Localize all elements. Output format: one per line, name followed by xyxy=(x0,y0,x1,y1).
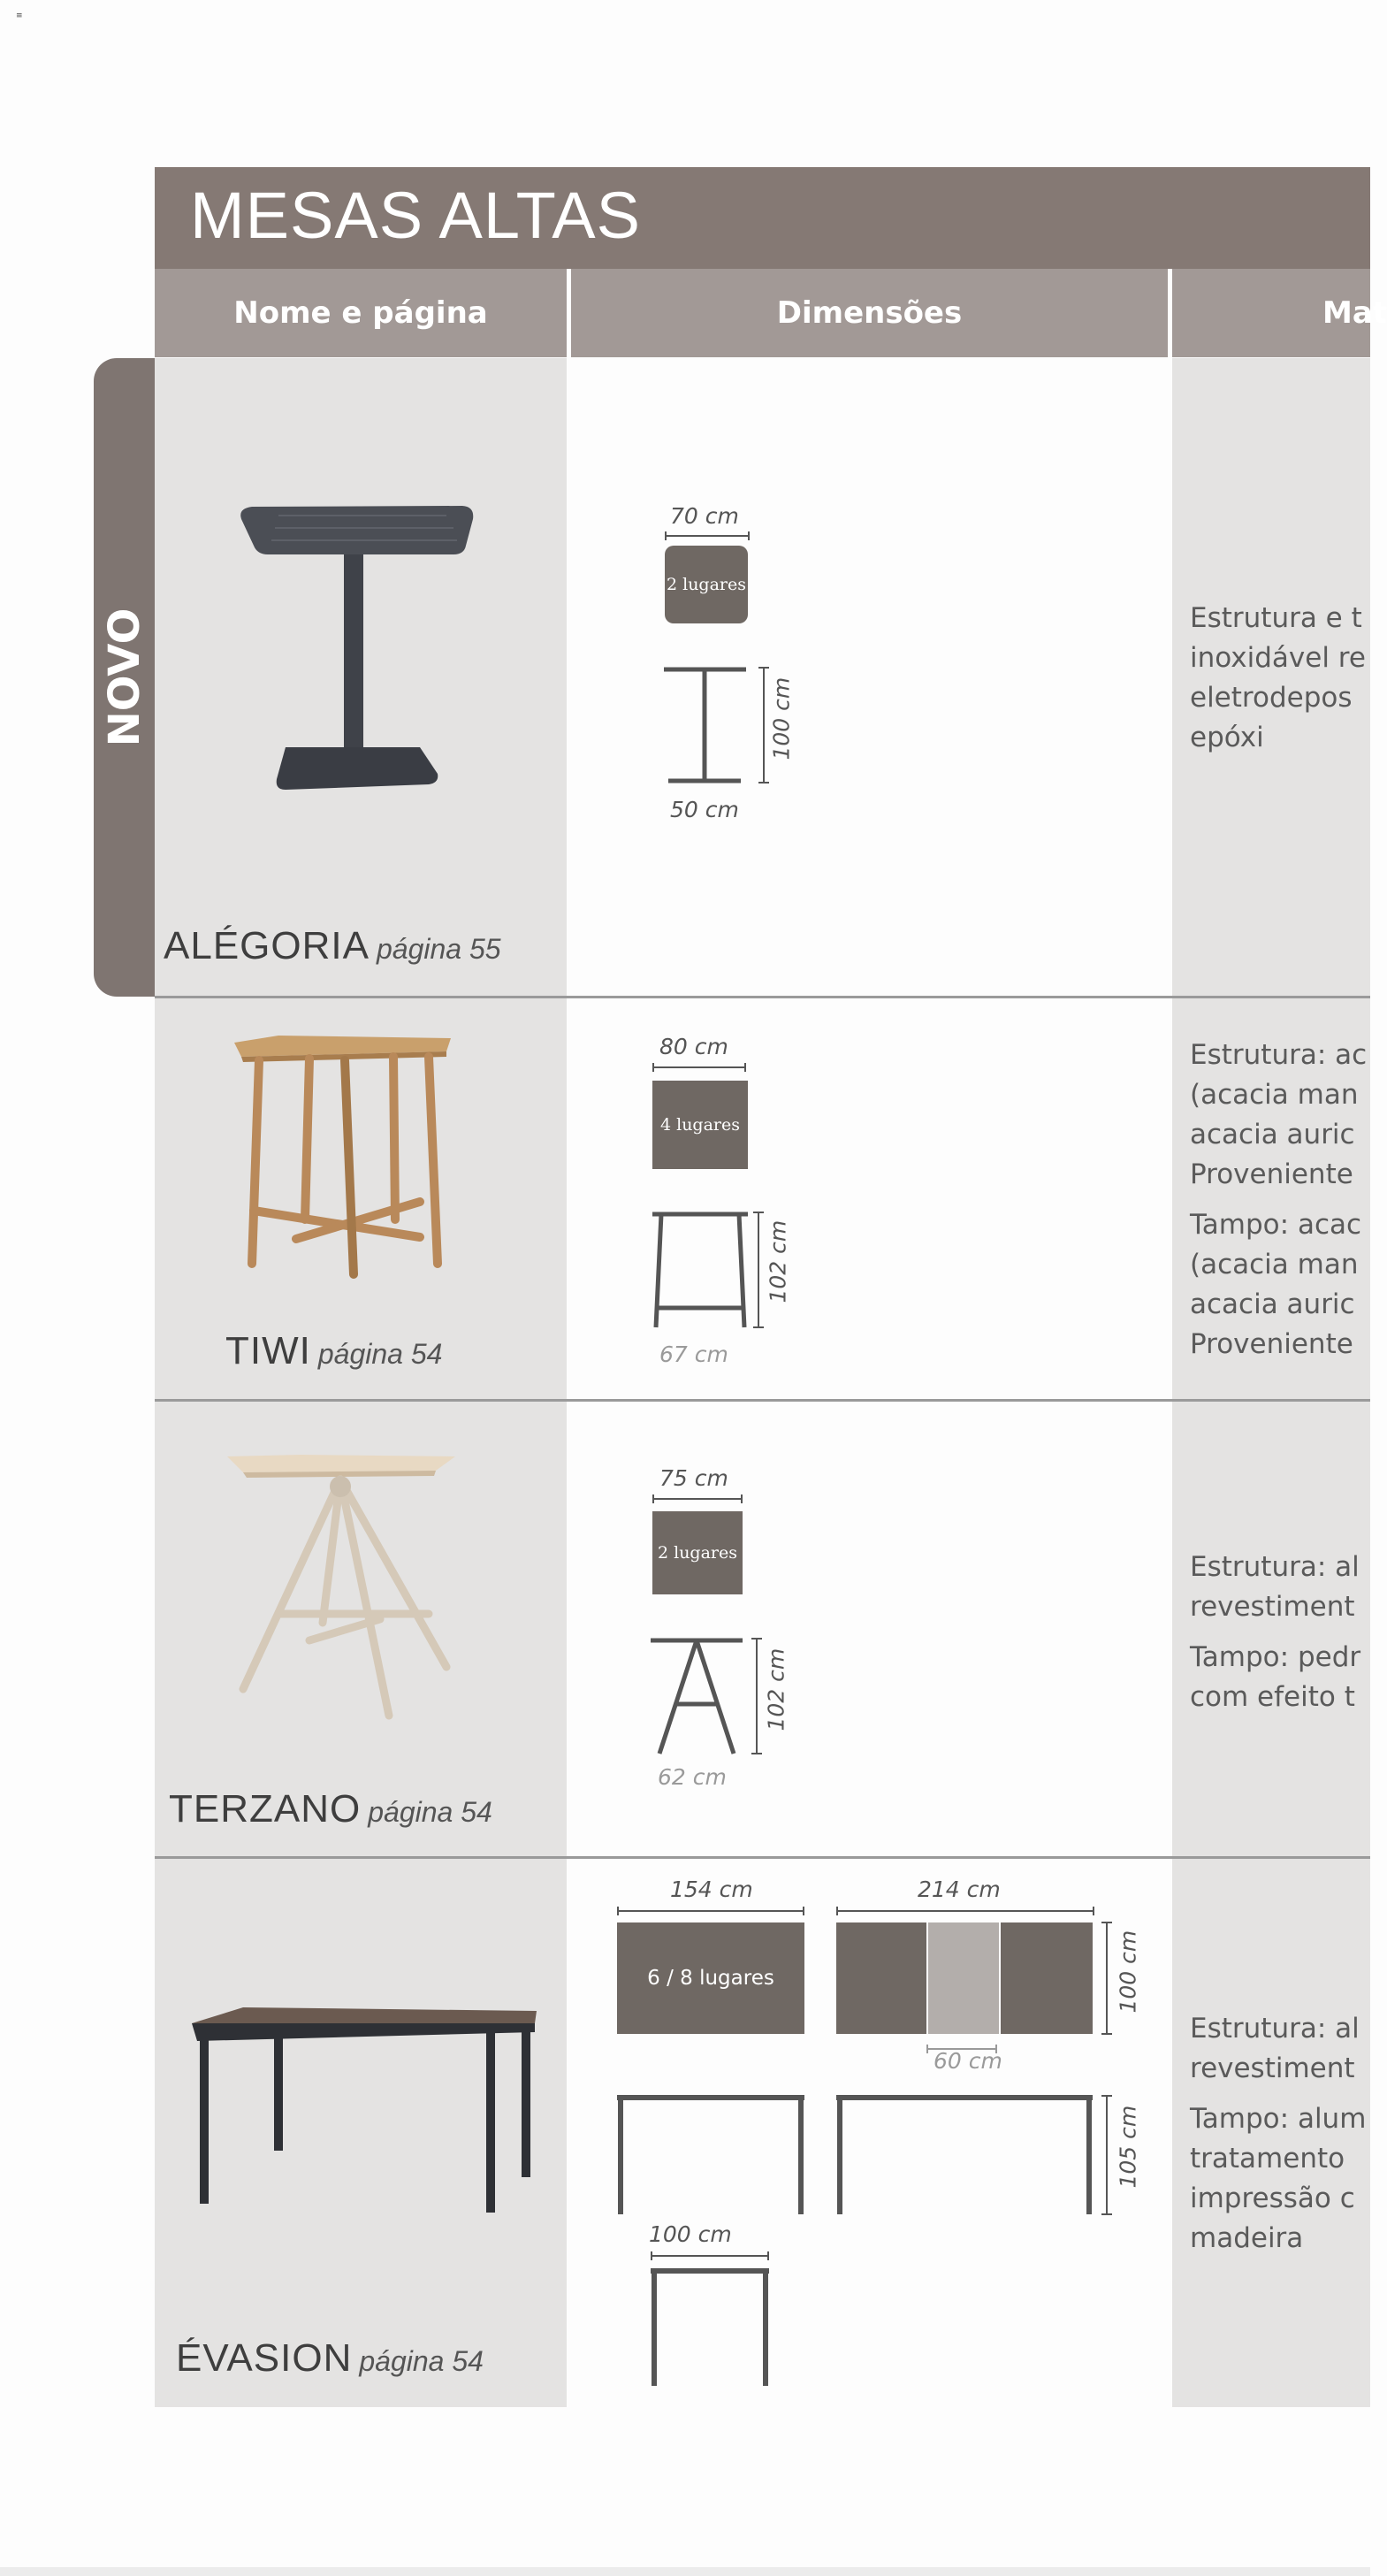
materials-structure xyxy=(1190,1548,1360,1627)
materials-text xyxy=(1190,1548,1360,1728)
product-name-text: ÉVASION xyxy=(176,2336,353,2380)
depth-label: 100 cm xyxy=(1115,1930,1141,2014)
material-line: Tampo: pedr xyxy=(1190,1641,1361,1673)
height-label: 105 cm xyxy=(1115,2105,1141,2189)
base-width-label: 62 cm xyxy=(658,1764,727,1790)
name-cell xyxy=(155,1402,567,1857)
product-row-evasion xyxy=(155,1859,1370,2407)
menu-icon[interactable]: ≡ xyxy=(16,11,23,20)
extension-label: 60 cm xyxy=(934,2048,1002,2074)
base-width-label: 67 cm xyxy=(659,1342,728,1367)
open-width-line xyxy=(836,1907,1098,1915)
product-row-tiwi xyxy=(155,998,1370,1400)
end-side-view xyxy=(651,2267,774,2391)
product-row-terzano xyxy=(155,1402,1370,1857)
material-line: com efeito t xyxy=(1190,1681,1355,1713)
dimensions-cell xyxy=(571,998,1168,1400)
material-line: eletrodepos xyxy=(1190,682,1353,714)
materials-structure xyxy=(1190,1036,1367,1195)
title-bar xyxy=(155,167,1370,269)
material-line: madeira xyxy=(1190,2222,1304,2254)
closed-width-label: 154 cm xyxy=(670,1877,753,1902)
material-line: Tampo: acac xyxy=(1190,1209,1362,1241)
height-label: 102 cm xyxy=(763,1647,789,1731)
header-materials: Mat xyxy=(1172,269,1370,357)
seat-box: 6 / 8 lugares xyxy=(617,1922,804,2034)
product-row-alegoria xyxy=(155,358,1370,997)
material-line: (acacia man xyxy=(1190,1079,1359,1111)
product-name-text: TIWI xyxy=(225,1329,311,1372)
top-width-label: 70 cm xyxy=(670,503,739,529)
product-name xyxy=(164,924,501,968)
material-line: Proveniente xyxy=(1190,1158,1353,1190)
seat-box: 4 lugares xyxy=(652,1081,748,1169)
open-side-view xyxy=(836,2094,1128,2218)
materials-text xyxy=(1190,599,1366,758)
top-width-line xyxy=(652,1494,746,1503)
materials-text xyxy=(1190,2009,1366,2269)
open-width-label: 214 cm xyxy=(918,1877,1001,1902)
top-width-line xyxy=(652,1063,750,1072)
seat-box: 2 lugares xyxy=(652,1511,743,1594)
product-page-link[interactable]: página 54 xyxy=(359,2345,484,2377)
materials-cell xyxy=(1172,1859,1370,2407)
product-page-link[interactable]: página 54 xyxy=(368,1796,492,1828)
header-dimensions: Dimensões xyxy=(571,269,1168,357)
material-line: revestiment xyxy=(1190,2052,1355,2084)
materials-top xyxy=(1190,2099,1366,2259)
name-cell xyxy=(155,998,567,1400)
material-line: inoxidável re xyxy=(1190,642,1366,674)
product-name xyxy=(225,1329,442,1373)
product-name-text: TERZANO xyxy=(169,1787,362,1831)
novo-badge xyxy=(94,358,155,997)
material-line: Proveniente xyxy=(1190,1328,1353,1360)
extended-top-view xyxy=(836,1922,1128,2046)
base-width-label: 50 cm xyxy=(670,797,739,822)
side-width-line xyxy=(651,2251,774,2260)
materials-cell xyxy=(1172,358,1370,997)
name-cell xyxy=(155,1859,567,2407)
name-cell xyxy=(155,358,567,997)
material-line: revestiment xyxy=(1190,1591,1355,1623)
materials-text xyxy=(1190,1036,1367,1375)
material-line: Estrutura e t xyxy=(1190,602,1362,634)
materials-structure xyxy=(1190,2009,1366,2089)
materials-top xyxy=(1190,1205,1367,1364)
top-width-label: 75 cm xyxy=(659,1465,728,1491)
material-line: tratamento xyxy=(1190,2143,1345,2175)
evasion-table-image xyxy=(155,1859,567,2407)
product-page-link[interactable]: página 54 xyxy=(317,1338,443,1370)
height-label: 100 cm xyxy=(768,676,795,761)
material-line: acacia auric xyxy=(1190,1288,1355,1320)
height-label: 102 cm xyxy=(765,1219,791,1303)
product-name xyxy=(176,2336,484,2381)
table-side-view xyxy=(649,1637,764,1761)
side-width-label: 100 cm xyxy=(649,2221,732,2247)
dimensions-cell xyxy=(571,358,1168,997)
novo-label: NOVO xyxy=(99,608,149,747)
material-line: Estrutura: al xyxy=(1190,1551,1360,1583)
material-line: (acacia man xyxy=(1190,1249,1359,1280)
closed-side-view xyxy=(617,2094,812,2218)
header-name: Nome e página xyxy=(155,269,567,357)
material-line: Tampo: alum xyxy=(1190,2103,1367,2135)
seat-box: 2 lugares xyxy=(665,546,748,623)
bottom-divider xyxy=(0,2567,1370,2576)
material-line: epóxi xyxy=(1190,722,1264,753)
top-width-line xyxy=(665,531,753,540)
materials-top xyxy=(1190,1638,1360,1717)
alegoria-table-image xyxy=(155,358,567,997)
materials-cell xyxy=(1172,1402,1370,1857)
material-line: Estrutura: al xyxy=(1190,2013,1360,2045)
product-page-link[interactable]: página 55 xyxy=(376,933,501,965)
material-line: Estrutura: ac xyxy=(1190,1039,1368,1071)
top-width-label: 80 cm xyxy=(659,1034,728,1059)
material-line: impressão c xyxy=(1190,2182,1355,2214)
table-side-view xyxy=(659,666,766,790)
dimensions-cell xyxy=(571,1402,1168,1857)
product-name xyxy=(169,1787,492,1831)
material-line: acacia auric xyxy=(1190,1119,1355,1150)
materials-cell xyxy=(1172,998,1370,1400)
closed-width-line xyxy=(617,1907,808,1915)
dimensions-cell xyxy=(571,1859,1168,2407)
table-side-view xyxy=(649,1211,764,1334)
product-name-text: ALÉGORIA xyxy=(164,924,370,967)
page-title: MESAS ALTAS xyxy=(190,179,641,252)
